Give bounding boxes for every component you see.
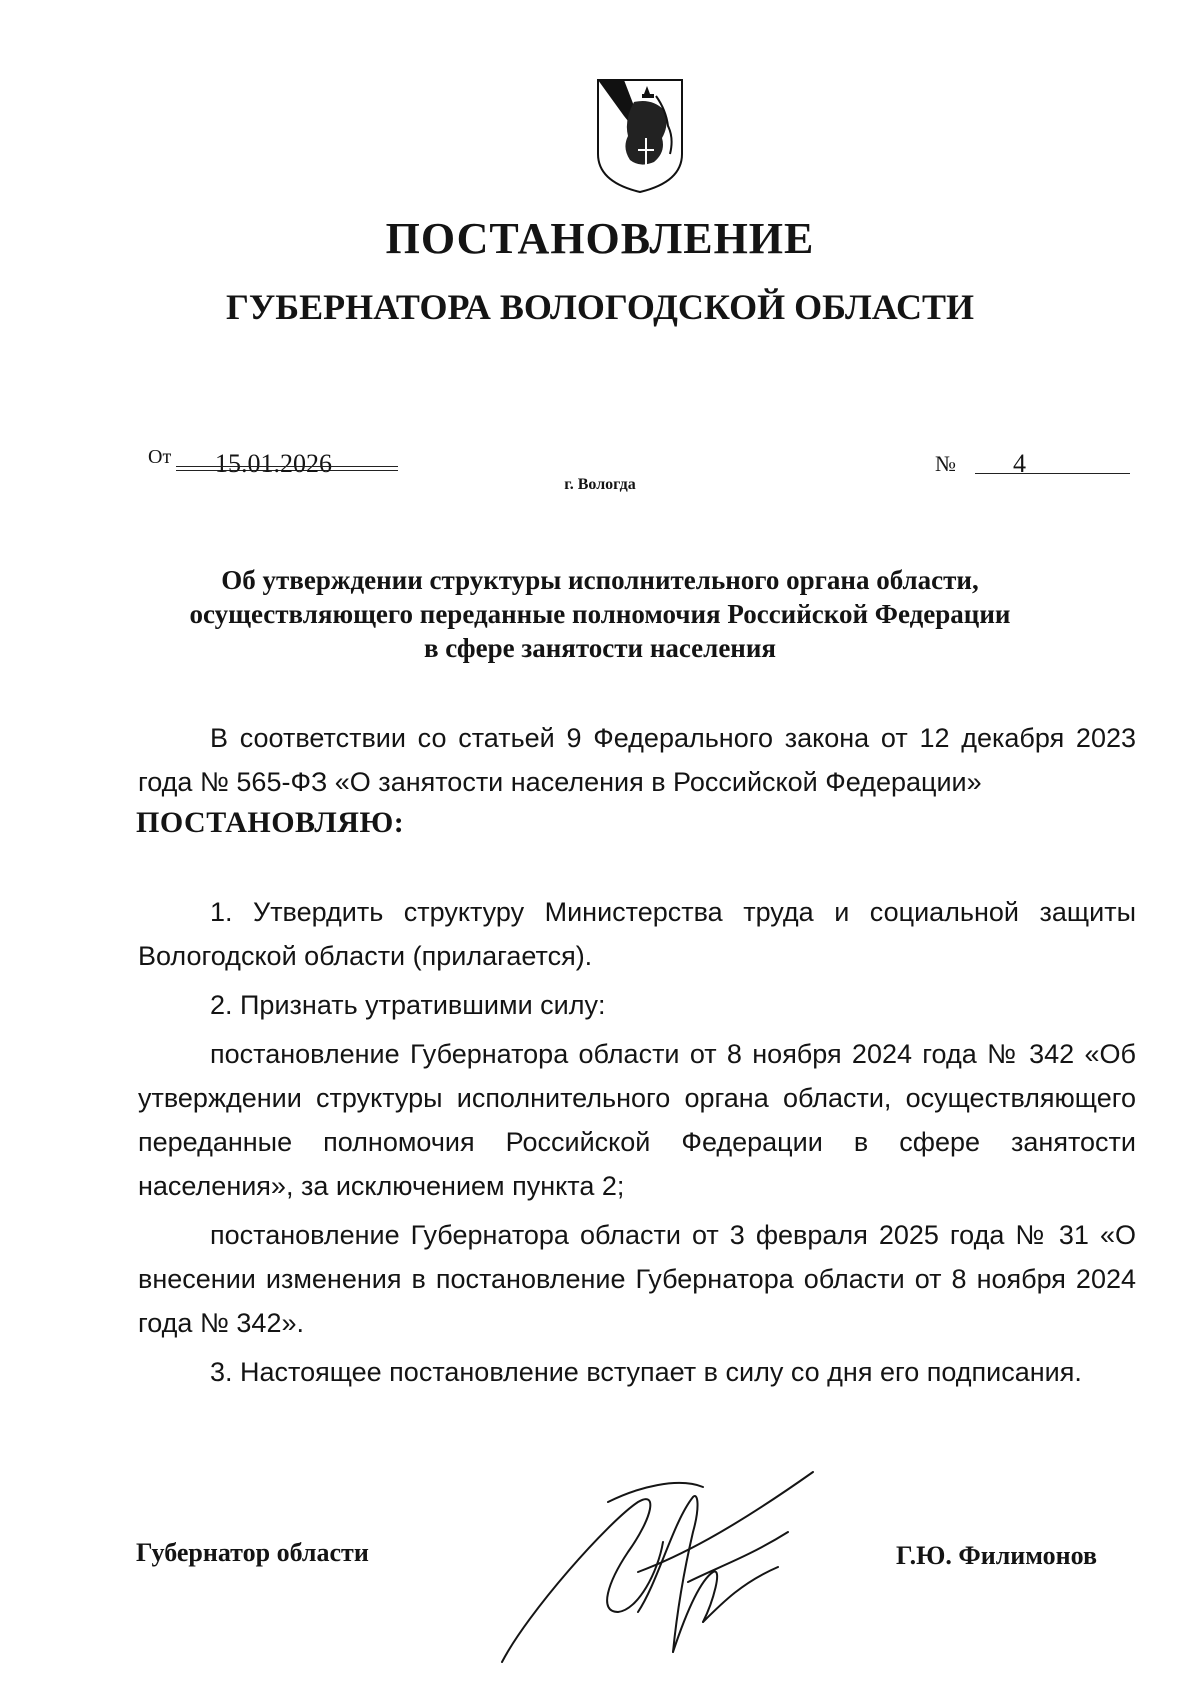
document-city: г. Вологда xyxy=(564,476,636,493)
resolution-item: 2. Признать утратившими силу: xyxy=(210,990,606,1020)
issuer-heading: ГУБЕРНАТОРА ВОЛОГОДСКОЙ ОБЛАСТИ xyxy=(225,287,975,327)
resolve-heading: ПОСТАНОВЛЯЮ: xyxy=(136,806,405,839)
signer-title: Губернатор области xyxy=(136,1538,369,1567)
number-underline xyxy=(975,473,1130,474)
date-prefix: От xyxy=(148,446,172,468)
preamble-text: В соответствии со статьей 9 Федерального закона от 12 декабря 2023 года № 565-ФЗ «О занятости населения в Российской Федерации» xyxy=(138,723,1136,797)
subject-line: осуществляющего переданные полномочия Российской Федерации xyxy=(189,599,1011,629)
number-prefix: № xyxy=(935,451,956,476)
preamble xyxy=(138,716,1136,804)
coat-of-arms-icon xyxy=(594,76,686,196)
resolution-items xyxy=(138,890,1136,1399)
document-date: 15.01.2026 xyxy=(215,449,332,478)
subject-line: в сфере занятости населения xyxy=(423,633,777,663)
document-number: 4 xyxy=(1013,449,1026,478)
date-strike-line xyxy=(176,466,398,467)
subject-line: Об утверждении структуры исполнительного органа области, xyxy=(221,565,979,595)
signature-icon xyxy=(488,1462,818,1667)
resolution-subitem: постановление Губернатора области от 8 ноября 2024 года № 342 «Об утверждении структуры исполнительного органа области, осуществляющего переданные полномочия Российской Федерации в сфере занятости населения», за исключением пункта 2; xyxy=(138,1039,1136,1201)
document-subject xyxy=(120,563,1080,665)
document-type-heading: ПОСТАНОВЛЕНИЕ xyxy=(385,214,815,263)
signer-name: Г.Ю. Филимонов xyxy=(896,1541,1098,1570)
resolution-item: 1. Утвердить структуру Министерства труда и социальной защиты Вологодской области (прилагается). xyxy=(138,897,1136,971)
resolution-subitem: постановление Губернатора области от 3 февраля 2025 года № 31 «О внесении изменения в постановление Губернатора области от 8 ноября 2024 года № 342». xyxy=(138,1220,1136,1338)
resolution-item: 3. Настоящее постановление вступает в силу со дня его подписания. xyxy=(210,1357,1082,1387)
